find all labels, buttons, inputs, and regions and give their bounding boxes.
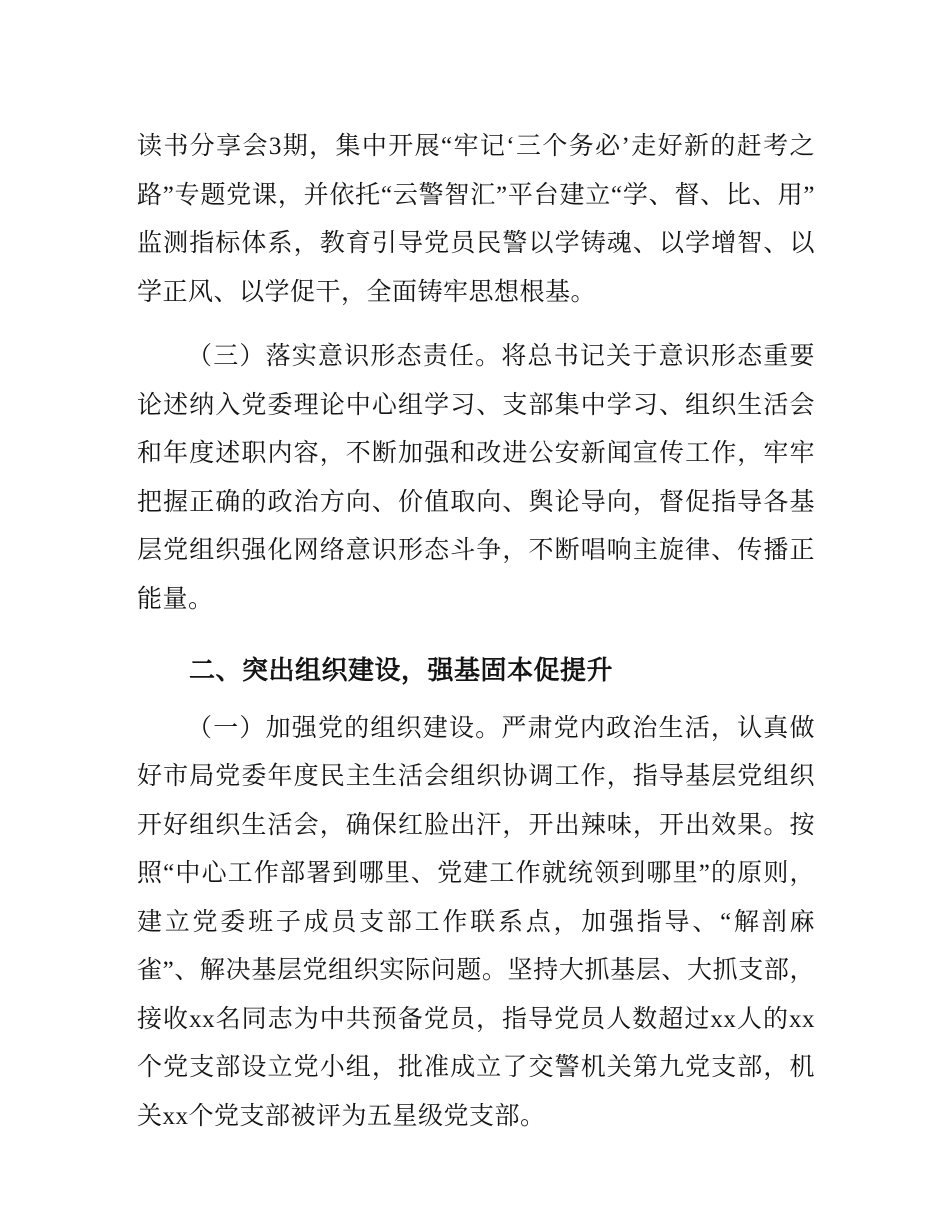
section-heading-organization: 二、突出组织建设，强基固本促提升 bbox=[189, 655, 614, 685]
paragraph-ideology-responsibility: （三）落实意识形态责任。将总书记关于意识形态重要论述纳入党委理论中心组学习、支部集中学习、组织生活会和年度述职内容，不断加强和改进公安新闻宣传工作，牢牢把握正确的政治方向、价值取向、舆论导向，督促指导各基层党组织强化网络意识形态斗争，不断唱响主旋律、传播正能量。 bbox=[137, 343, 815, 613]
paragraph-continuation: 读书分享会3期，集中开展“牢记‘三个务必’走好新的赶考之路”专题党课，并依托“云警智汇”平台建立“学、督、比、用”监测指标体系，教育引导党员民警以学铸魂、以学增智、以学正风、以学促干，全面铸牢思想根基。 bbox=[137, 133, 815, 306]
paragraph-party-organization: （一）加强党的组织建设。严肃党内政治生活，认真做好市局党委年度民主生活会组织协调工作，指导基层党组织开好组织生活会，确保红脸出汗，开出辣味，开出效果。按照“中心工作部署到哪里、党建工作就统领到哪里”的原则，建立党委班子成员支部工作联系点，加强指导、“解剖麻雀”、解决基层党组织实际问题。坚持大抓基层、大抓支部，接收xx名同志为中共预备党员，指导党员人数超过xx人的xx个党支部设立党小组，批准成立了交警机关第九党支部，机关xx个党支部被评为五星级党支部。 bbox=[137, 714, 815, 1130]
